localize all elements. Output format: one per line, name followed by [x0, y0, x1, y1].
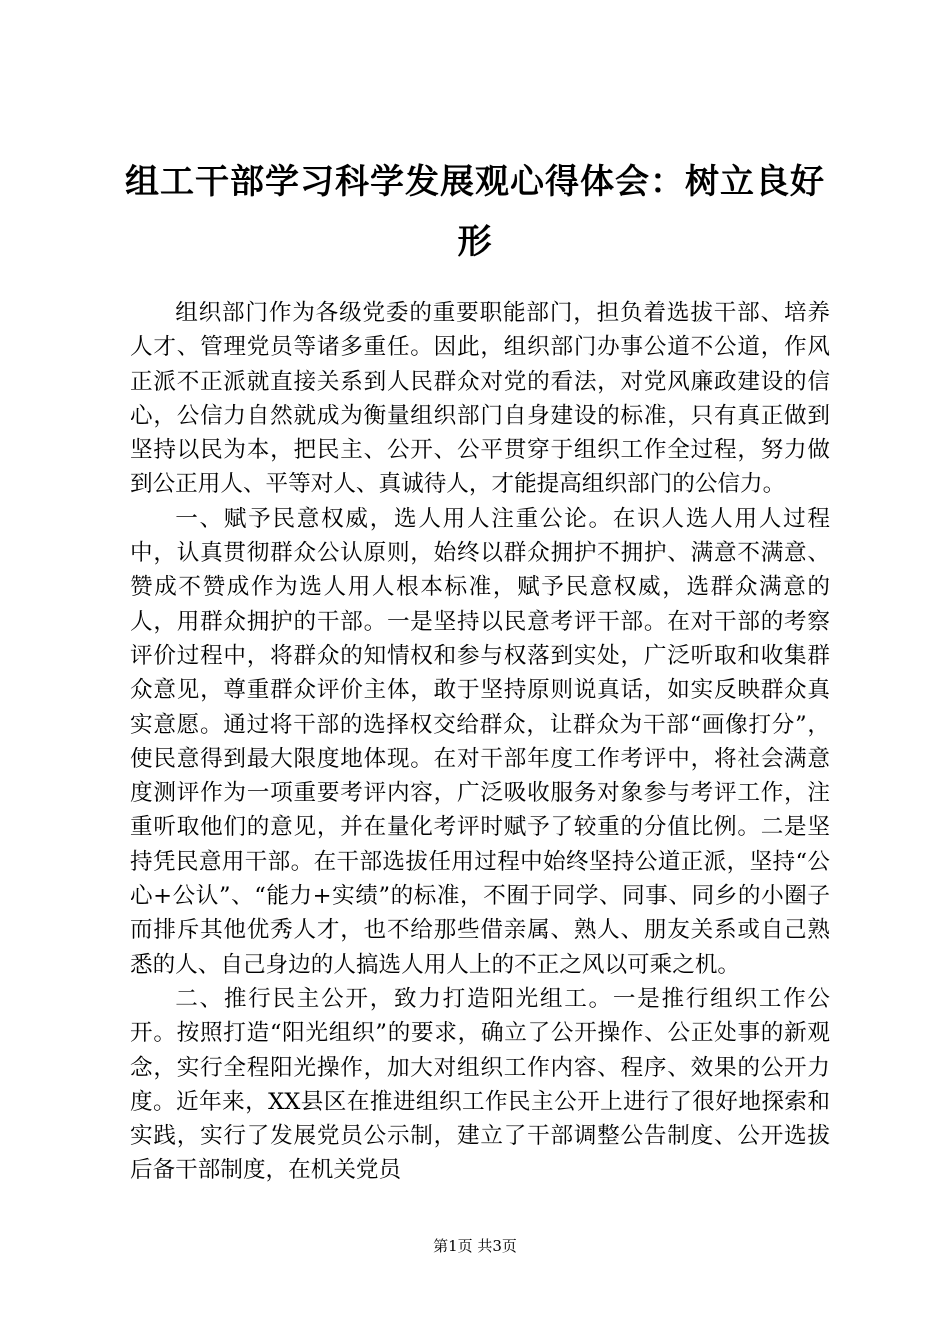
paragraph-section-two: 二、推行民主公开，致力打造阳光组工。一是推行组织工作公开。按照打造“阳光组织”的要求，确立了公开操作、公正处事的新观念，实行全程阳光操作，加大对组织工作内容、程序、效果的公开力度。近年来，XX县区在推进组织工作民主公开上进行了很好地探索和实践，实行了发展党员公示制，建立了干部调整公告制度、公开选拔后备干部制度，在机关党员	[130, 985, 830, 1184]
paragraph-section-one: 一、赋予民意权威，选人用人注重公论。在识人选人用人过程中，认真贯彻群众公认原则，始终以群众拥护不拥护、满意不满意、赞成不赞成作为选人用人根本标准，赋予民意权威，选群众满意的人，用群众拥护的干部。一是坚持以民意考评干部。在对干部的考察评价过程中，将群众的知情权和参与权落到实处，广泛听取和收集群众意见，尊重群众评价主体，敢于坚持原则说真话，如实反映群众真实意愿。通过将干部的选择权交给群众，让群众为干部“画像打分”，使民意得到最大限度地体现。在对干部年度工作考评中，将社会满意度测评作为一项重要考评内容，广泛吸收服务对象参与考评工作，注重听取他们的意见，并在量化考评时赋予了较重的分值比例。二是坚持凭民意用干部。在干部选拔任用过程中始终坚持公道正派，坚持“公心+公认”、“能力+实绩”的标准，不囿于同学、同事、同乡的小圈子而排斥其他优秀人才，也不给那些借亲属、熟人、朋友关系或自己熟悉的人、自己身边的人搞选人用人上的不正之风以可乘之机。	[130, 505, 830, 978]
document-title: 组工干部学习科学发展观心得体会：树立良好形	[125, 162, 825, 262]
paragraph-intro: 组织部门作为各级党委的重要职能部门，担负着选拔干部、培养人才、管理党员等诸多重任。因此，组织部门办事公道不公道，作风正派不正派就直接关系到人民群众对党的看法，对党风廉政建设的信心，公信力自然就成为衡量组织部门自身建设的标准，只有真正做到坚持以民为本，把民主、公开、公平贯穿于组织工作全过程，努力做到公正用人、平等对人、真诚待人，才能提高组织部门的公信力。	[130, 300, 830, 498]
page-footer: 第1页 共3页	[433, 1237, 517, 1255]
document-body	[130, 296, 830, 1188]
